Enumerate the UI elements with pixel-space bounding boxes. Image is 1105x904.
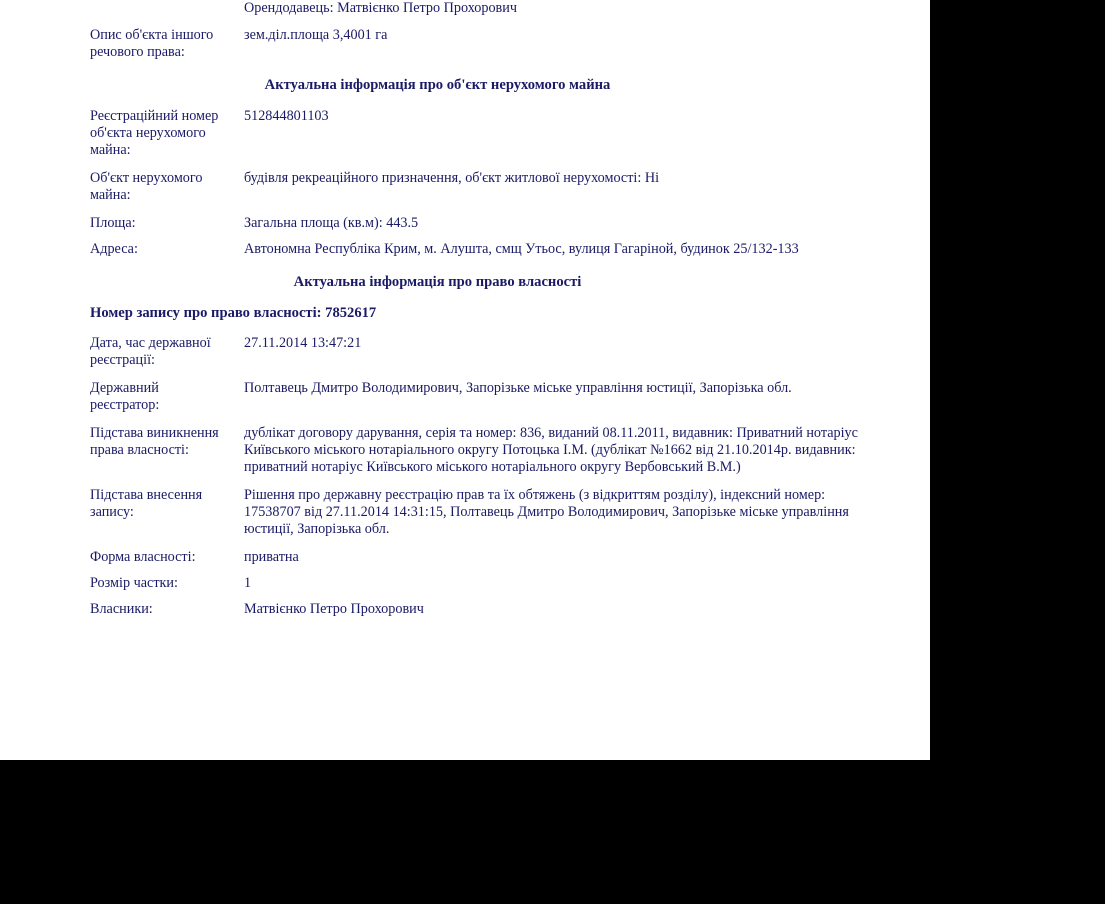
table-row [0,335,930,369]
row-label: Об'єкт нерухомого майна: [90,170,203,203]
section-title-property: Актуальна інформація про об'єкт нерухомого майна [264,77,611,93]
table-row [0,601,930,618]
section-title-ownership: Актуальна інформація про право власності [293,274,582,290]
row-label: Власники: [90,601,153,617]
row-label: Розмір частки: [90,575,178,591]
table-row [0,215,930,232]
row-label: Опис об'єкта іншого речового права: [90,27,214,60]
table-row [0,425,930,476]
row-label: Форма власності: [90,549,196,565]
table-row [0,241,930,258]
table-row [0,549,930,566]
row-label: Підстава внесення запису: [90,487,203,520]
row-value: Полтавець Дмитро Володимирович, Запорізьке міське управління юстиції, Запорізька обл. [244,380,792,396]
row-label: Дата, час державної реєстрації: [90,335,211,368]
row-label: Адреса: [90,241,138,257]
table-row [0,170,930,204]
row-value: 1 [244,575,252,591]
table-row [0,27,930,61]
row-value: Рішення про державну реєстрацію прав та їх обтяжень (з відкриттям розділу), індексний номер: 17538707 від 27.11.2014 14:31:15, Полтавець Дмитро Володимирович, Запорізьке міське управління юстиції, Запорізька обл. [244,487,849,537]
row-value: приватна [244,549,299,565]
table-row [0,0,930,16]
row-value: Орендодавець: Матвієнко Петро Прохорович [244,0,517,16]
row-value: Автономна Республіка Крим, м. Алушта, смщ Утьос, вулиця Гагаріной, будинок 25/132-133 [244,241,799,257]
table-row [0,380,930,414]
record-number-line: Номер запису про право власності: 7852617 [90,305,377,321]
table-row [0,487,930,538]
table-row [0,108,930,159]
row-label: Реєстраційний номер об'єкта нерухомого майна: [90,108,219,158]
row-value: Загальна площа (кв.м): 443.5 [244,215,419,231]
row-label: Площа: [90,215,136,231]
row-label: Державний реєстратор: [90,380,160,413]
row-value: 512844801103 [244,108,329,124]
row-label: Підстава виникнення права власності: [90,425,219,458]
row-value: зем.діл.площа 3,4001 га [244,27,388,43]
row-value: будівля рекреаційного призначення, об'єкт житлової нерухомості: Ні [244,170,660,186]
row-value: 27.11.2014 13:47:21 [244,335,362,351]
table-row [0,575,930,592]
row-value: дублікат договору дарування, серія та номер: 836, виданий 08.11.2011, видавник: Приватний нотаріус Київського міського нотаріального округу Потоцька І.М. (дублікат №1662 від 21.10.2014р. видавник: приватний нотаріус Київського міського нотаріального округу Вербовський В.М.) [244,425,858,475]
row-value: Матвієнко Петро Прохорович [244,601,424,617]
